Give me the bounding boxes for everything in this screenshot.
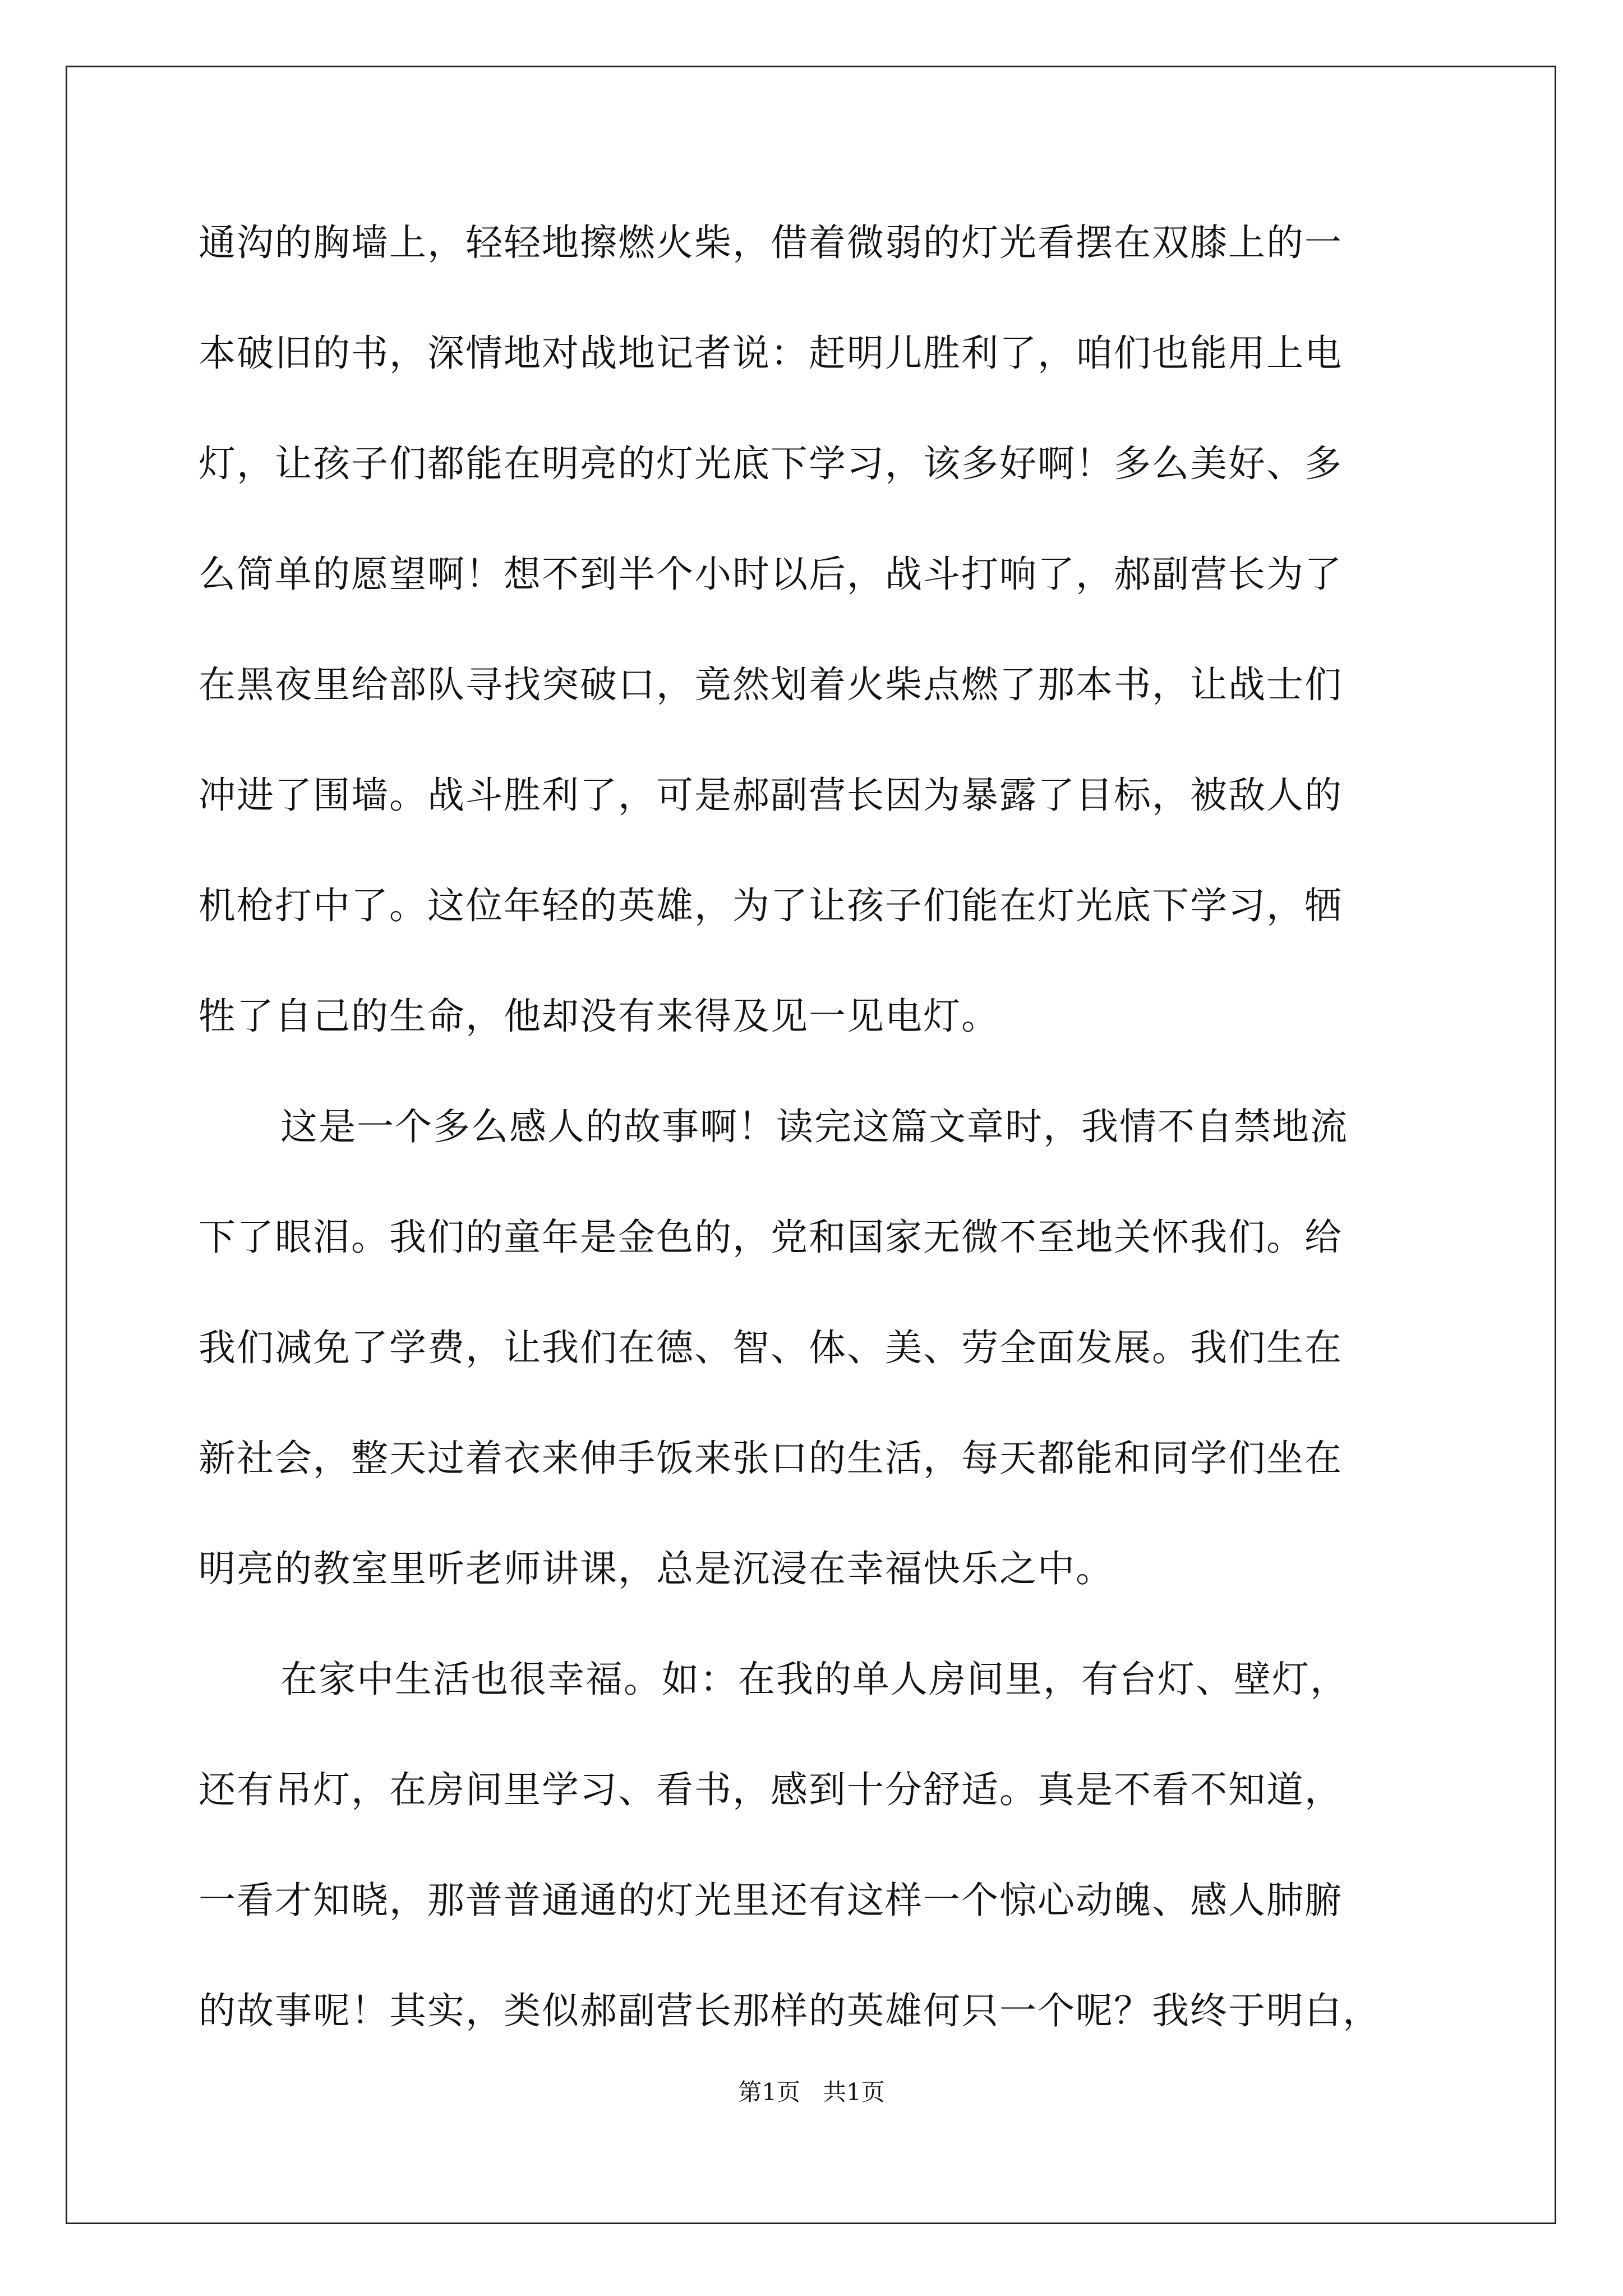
paragraph-start-line: 这是一个多么感人的故事啊！读完这篇文章时，我情不自禁地流 [280, 1105, 1348, 1148]
page-footer [0, 2076, 1623, 2109]
text-line: 的故事呢！其实，类似郝副营长那样的英雄何只一个呢？我终于明白， [199, 1989, 1381, 2032]
text-line: 通沟的胸墙上，轻轻地擦燃火柴，借着微弱的灯光看摆在双膝上的一 [199, 221, 1343, 264]
text-line: 新社会，整天过着衣来伸手饭来张口的生活，每天都能和同学们坐在 [199, 1437, 1343, 1480]
text-line: 机枪打中了。这位年轻的英雄，为了让孩子们能在灯光底下学习，牺 [199, 884, 1343, 927]
text-line: 一看才知晓，那普普通通的灯光里还有这样一个惊心动魄、感人肺腑 [199, 1879, 1343, 1922]
page-number: 第1页 [738, 2078, 800, 2106]
text-line: 本破旧的书，深情地对战地记者说：赶明儿胜利了，咱们也能用上电 [199, 332, 1343, 375]
page-total: 共1页 [823, 2078, 885, 2106]
text-line: 么简单的愿望啊！想不到半个小时以后，战斗打响了，郝副营长为了 [199, 553, 1343, 596]
text-line: 还有吊灯，在房间里学习、看书，感到十分舒适。真是不看不知道， [199, 1768, 1343, 1811]
text-line: 灯，让孩子们都能在明亮的灯光底下学习，该多好啊！多么美好、多 [199, 442, 1343, 485]
text-line: 明亮的教室里听老师讲课，总是沉浸在幸福快乐之中。 [199, 1547, 1114, 1590]
text-line: 我们减免了学费，让我们在德、智、体、美、劳全面发展。我们生在 [199, 1326, 1343, 1369]
text-line: 冲进了围墙。战斗胜利了，可是郝副营长因为暴露了目标，被敌人的 [199, 774, 1343, 817]
document-body [199, 216, 1432, 2095]
text-line: 下了眼泪。我们的童年是金色的，党和国家无微不至地关怀我们。给 [199, 1216, 1343, 1259]
text-line: 在黑夜里给部队寻找突破口，竟然划着火柴点燃了那本书，让战士们 [199, 663, 1343, 706]
text-line: 牲了自己的生命，他却没有来得及见一见电灯。 [199, 995, 999, 1038]
paragraph-start-line: 在家中生活也很幸福。如：在我的单人房间里，有台灯、壁灯， [280, 1658, 1348, 1701]
